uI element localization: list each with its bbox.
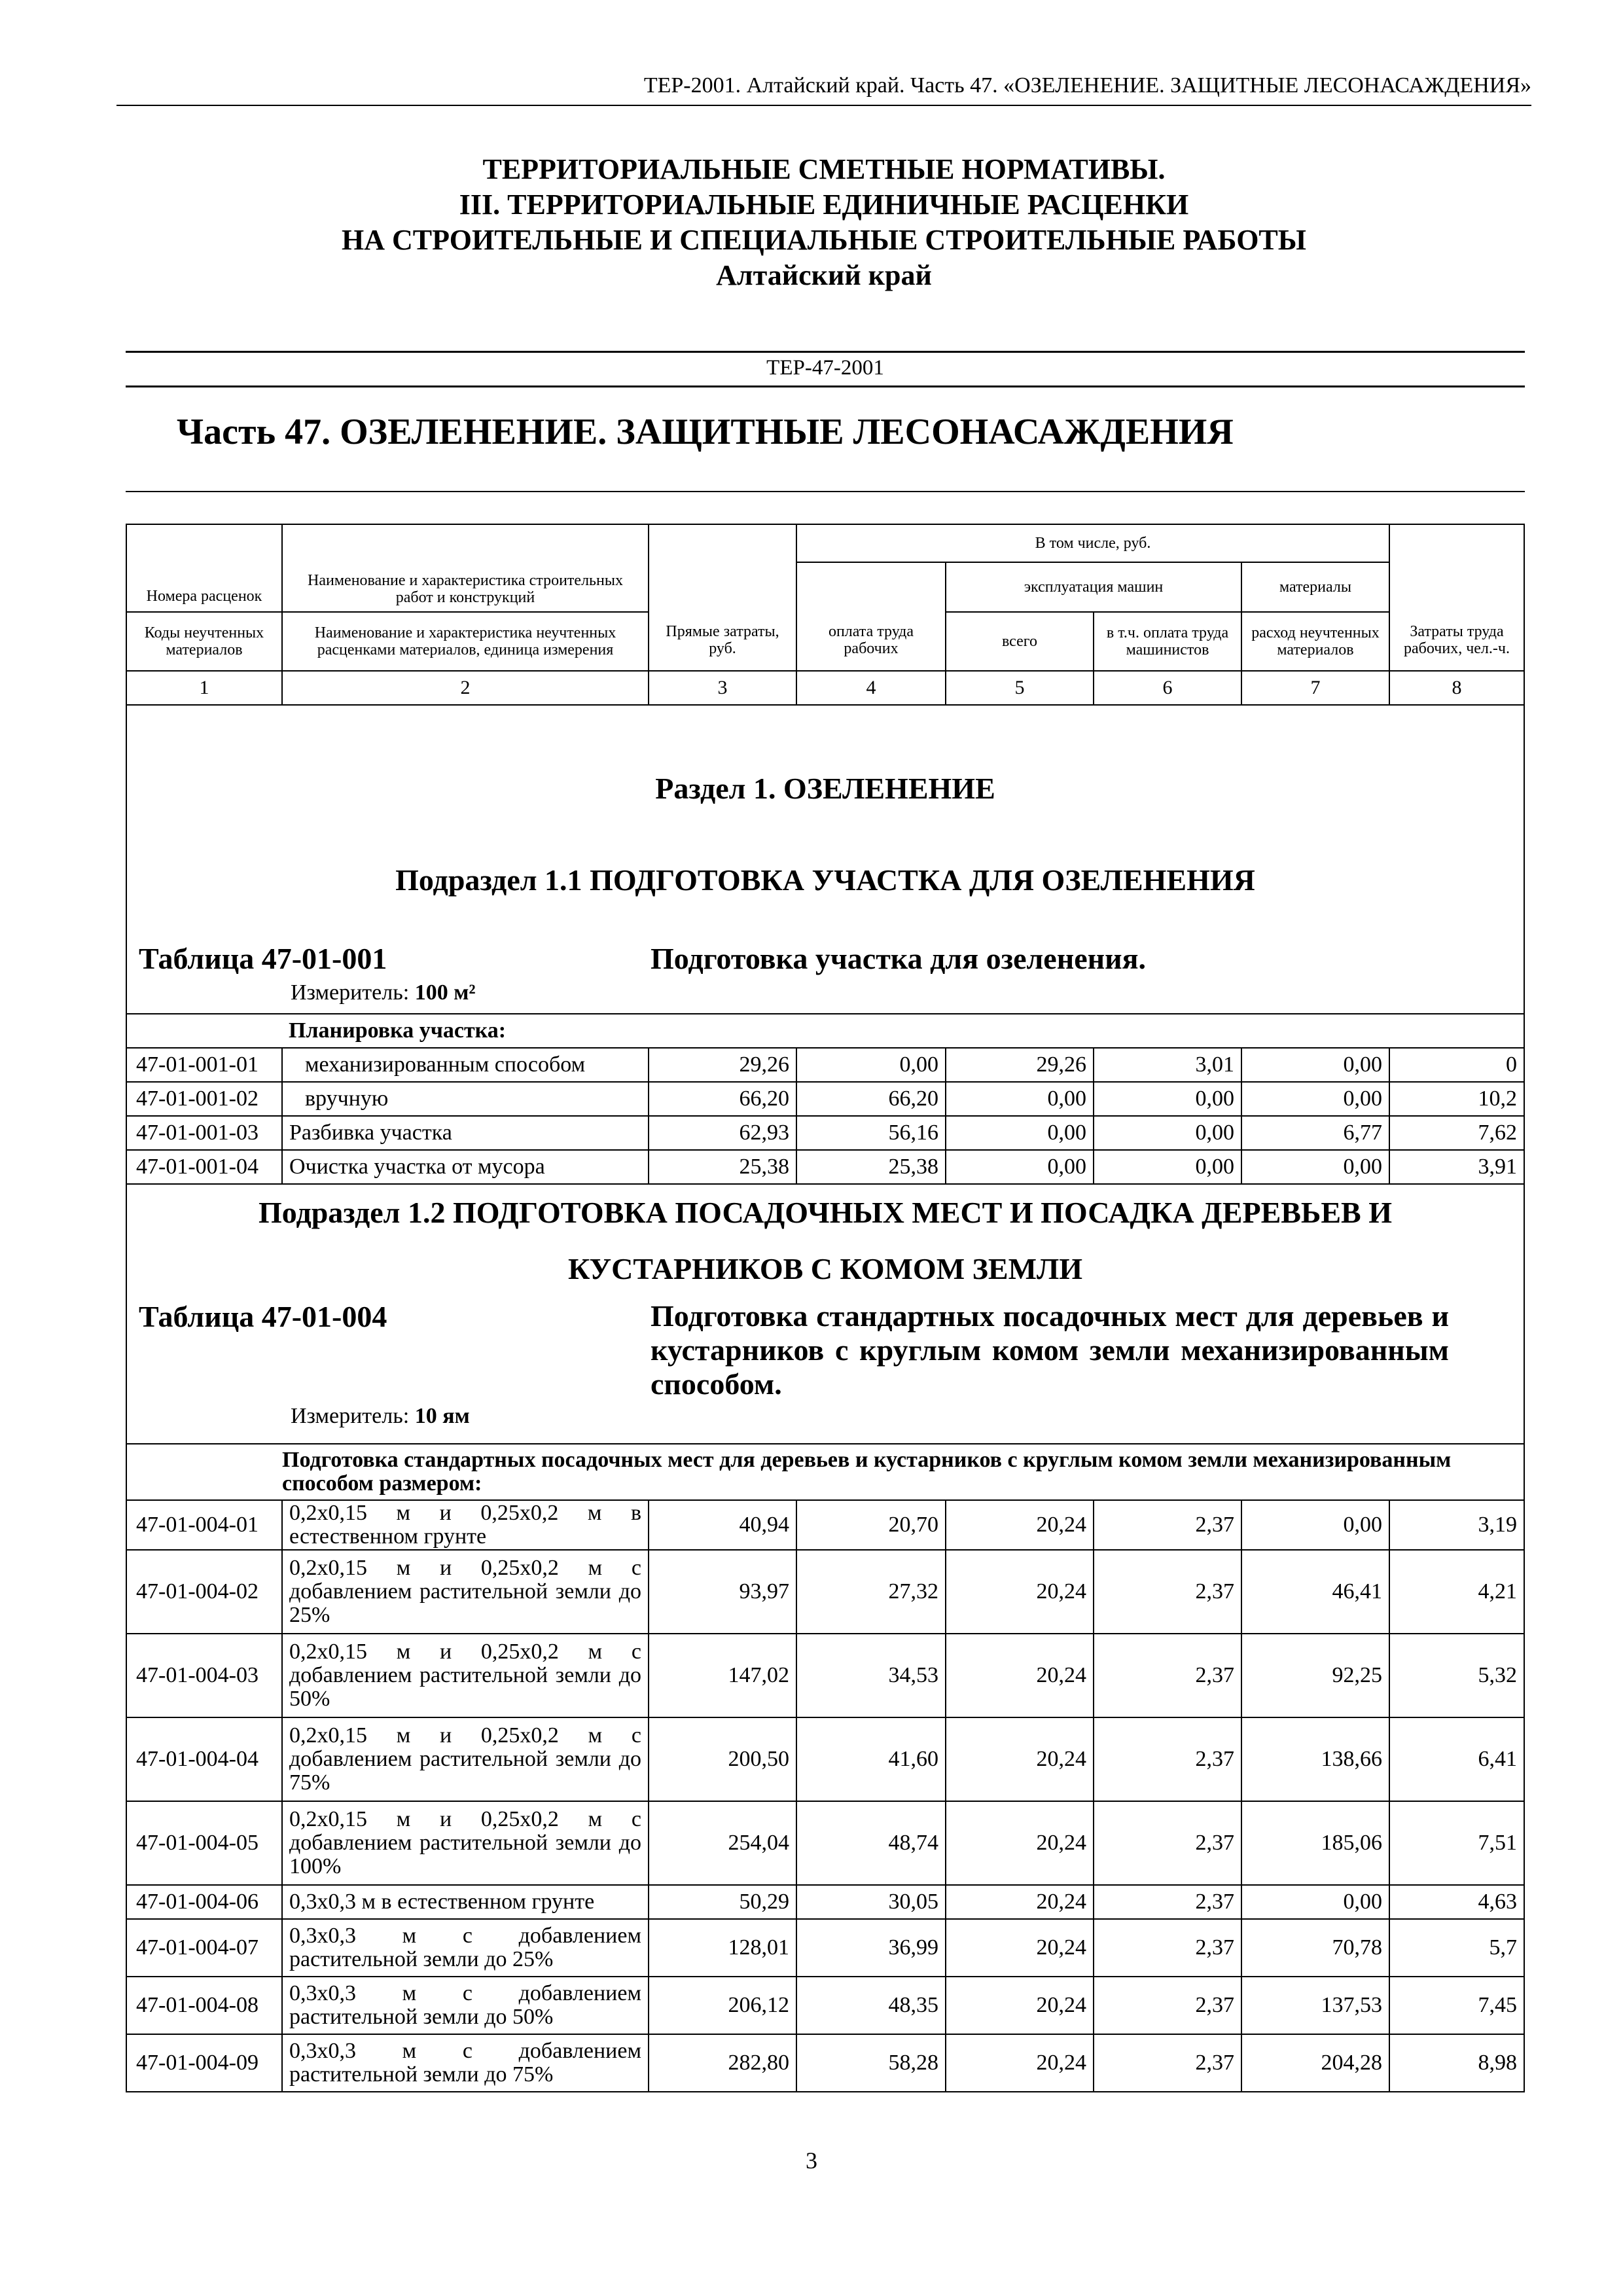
col-number: 4 xyxy=(796,671,946,705)
table-cell: 50,29 xyxy=(649,1885,796,1919)
table-cell: 10,2 xyxy=(1389,1082,1524,1116)
measure-label: Измеритель: xyxy=(291,980,410,1005)
table-cell: 40,94 xyxy=(649,1500,796,1550)
table-cell: 0,00 xyxy=(1241,1150,1389,1184)
table-row xyxy=(126,1717,1524,1801)
table-cell: 41,60 xyxy=(796,1717,946,1801)
measure xyxy=(291,1404,470,1429)
table-cell: 70,78 xyxy=(1241,1919,1389,1977)
table-cell: 147,02 xyxy=(649,1634,796,1717)
table-row xyxy=(126,1150,1524,1184)
table-cell: 0,00 xyxy=(1094,1116,1241,1150)
table-cell: 2,37 xyxy=(1094,1634,1241,1717)
header-col8: Затраты труда рабочих, чел.-ч. xyxy=(1389,524,1524,671)
table-cell: 200,50 xyxy=(649,1717,796,1801)
table-cell: 0,00 xyxy=(946,1150,1094,1184)
table-cell: 5,32 xyxy=(1389,1634,1524,1717)
header-col3: Прямые затраты, руб. xyxy=(649,524,796,671)
header-machinists-labor: в т.ч. оплата труда машинистов xyxy=(1094,612,1241,671)
header-col1-top: Номера расценок xyxy=(126,524,282,612)
code-rule-top xyxy=(126,351,1525,353)
table-cell: 3,19 xyxy=(1389,1500,1524,1550)
table-cell: 0,00 xyxy=(796,1048,946,1082)
header-machines-total: всего xyxy=(946,612,1094,671)
table-cell: 2,37 xyxy=(1094,1885,1241,1919)
subsection-title: Подраздел 1.1 ПОДГОТОВКА УЧАСТКА ДЛЯ ОЗЕЛЕНЕНИЯ xyxy=(395,863,1255,897)
measure-label: Измеритель: xyxy=(291,1404,410,1428)
table-cell: 30,05 xyxy=(796,1885,946,1919)
table-cell: 204,28 xyxy=(1241,2034,1389,2092)
table-cell: 36,99 xyxy=(796,1919,946,1977)
table-cell: 0,2х0,15 м и 0,25х0,2 м с добавлением растительной земли до 75% xyxy=(282,1717,649,1801)
header-col2-bottom: Наименование и характеристика неучтенных расценками материалов, единица измерения xyxy=(282,612,649,671)
table-cell: 27,32 xyxy=(796,1550,946,1634)
table-cell: 47-01-004-08 xyxy=(126,1977,282,2034)
table-row xyxy=(126,1550,1524,1634)
table-cell: 0,2х0,15 м и 0,25х0,2 м с добавлением растительной земли до 50% xyxy=(282,1634,649,1717)
table-cell: 7,51 xyxy=(1389,1801,1524,1885)
table-cell: 6,77 xyxy=(1241,1116,1389,1150)
table-cell: 47-01-001-02 xyxy=(126,1082,282,1116)
table-row xyxy=(126,1885,1524,1919)
group-intro: Подготовка стандартных посадочных мест для деревьев и кустарников с круглым комом земли механизированным способом размером: xyxy=(282,1444,1524,1500)
table-cell: 138,66 xyxy=(1241,1717,1389,1801)
table-cell: 3,91 xyxy=(1389,1150,1524,1184)
table-description: Подготовка стандартных посадочных мест для деревьев и кустарников с круглым комом земли механизированным способом. xyxy=(651,1299,1449,1401)
table-cell: 25,38 xyxy=(649,1150,796,1184)
table-cell: 46,41 xyxy=(1241,1550,1389,1634)
col-number: 1 xyxy=(126,671,282,705)
table-cell: 5,7 xyxy=(1389,1919,1524,1977)
col-number: 6 xyxy=(1094,671,1241,705)
header-including: В том числе, руб. xyxy=(796,524,1389,562)
table-cell: 20,24 xyxy=(946,1550,1094,1634)
table-cell: 48,74 xyxy=(796,1801,946,1885)
header-materials: материалы xyxy=(1241,562,1389,612)
running-header: ТЕР-2001. Алтайский край. Часть 47. «ОЗЕЛЕНЕНИЕ. ЗАЩИТНЫЕ ЛЕСОНАСАЖДЕНИЯ» xyxy=(643,73,1531,98)
header-machines: эксплуатация машин xyxy=(946,562,1241,612)
header-rule xyxy=(116,105,1531,106)
table-label: Таблица 47-01-004 xyxy=(139,1300,387,1333)
table-row xyxy=(126,1977,1524,2034)
table-cell: 8,98 xyxy=(1389,2034,1524,2092)
table-cell: 20,24 xyxy=(946,2034,1094,2092)
table-cell: 20,24 xyxy=(946,1977,1094,2034)
table-cell: 2,37 xyxy=(1094,1919,1241,1977)
table-cell: 0,2х0,15 м и 0,25х0,2 м в естественном грунте xyxy=(282,1500,649,1550)
document-title xyxy=(116,152,1531,293)
table-cell: 47-01-004-04 xyxy=(126,1717,282,1801)
table-cell: 2,37 xyxy=(1094,1500,1241,1550)
table-cell: 128,01 xyxy=(649,1919,796,1977)
table-cell: 48,35 xyxy=(796,1977,946,2034)
document-code: ТЕР-47-2001 xyxy=(766,356,884,380)
table-cell: 0,3х0,3 м с добавлением растительной земли до 25% xyxy=(282,1919,649,1977)
table-cell: 0,00 xyxy=(1241,1500,1389,1550)
title-line-1: ТЕРРИТОРИАЛЬНЫЕ СМЕТНЫЕ НОРМАТИВЫ. xyxy=(482,153,1166,185)
table-cell: 0,3х0,3 м с добавлением растительной земли до 50% xyxy=(282,1977,649,2034)
header-labor: оплата труда рабочих xyxy=(796,562,946,671)
table-cell: 20,24 xyxy=(946,1885,1094,1919)
table-row xyxy=(126,1919,1524,1977)
rates-table xyxy=(126,524,1525,2092)
table-cell: 62,93 xyxy=(649,1116,796,1150)
table-cell: 4,21 xyxy=(1389,1550,1524,1634)
header-col1-bottom: Коды неучтенных материалов xyxy=(126,612,282,671)
table-cell: 0,3х0,3 м в естественном грунте xyxy=(282,1885,649,1919)
part-rule xyxy=(126,491,1525,492)
table-cell: 185,06 xyxy=(1241,1801,1389,1885)
table-cell: 47-01-004-05 xyxy=(126,1801,282,1885)
group-label: Планировка участка: xyxy=(282,1014,1524,1048)
table-cell: 254,04 xyxy=(649,1801,796,1885)
table-cell: 0,00 xyxy=(1094,1082,1241,1116)
measure-value: 10 ям xyxy=(414,1404,470,1428)
table-cell: 7,62 xyxy=(1389,1116,1524,1150)
table-cell: 47-01-004-06 xyxy=(126,1885,282,1919)
table-cell: 206,12 xyxy=(649,1977,796,2034)
table-cell: 56,16 xyxy=(796,1116,946,1150)
col-number: 8 xyxy=(1389,671,1524,705)
col-number: 7 xyxy=(1241,671,1389,705)
table-cell: 66,20 xyxy=(796,1082,946,1116)
table-cell: 20,24 xyxy=(946,1634,1094,1717)
section-title: Раздел 1. ОЗЕЛЕНЕНИЕ xyxy=(655,772,995,805)
col-number: 5 xyxy=(946,671,1094,705)
table-cell: 34,53 xyxy=(796,1634,946,1717)
table-description: Подготовка участка для озеленения. xyxy=(651,942,1147,975)
table-cell: 20,70 xyxy=(796,1500,946,1550)
table-cell: 0,00 xyxy=(1241,1082,1389,1116)
section-1-heading xyxy=(127,706,1524,1013)
table-label: Таблица 47-01-001 xyxy=(139,942,387,975)
title-line-2: III. ТЕРРИТОРИАЛЬНЫЕ ЕДИНИЧНЫЕ РАСЦЕНКИ xyxy=(459,188,1189,221)
table-row xyxy=(126,1634,1524,1717)
table-cell: 2,37 xyxy=(1094,1977,1241,2034)
table-row xyxy=(126,2034,1524,2092)
table-cell: 0 xyxy=(1389,1048,1524,1082)
table-row xyxy=(126,1116,1524,1150)
table-cell: 282,80 xyxy=(649,2034,796,2092)
table-cell: 47-01-004-07 xyxy=(126,1919,282,1977)
table-cell: 29,26 xyxy=(946,1048,1094,1082)
section-2-heading xyxy=(127,1185,1524,1443)
col-number: 3 xyxy=(649,671,796,705)
table-cell: 92,25 xyxy=(1241,1634,1389,1717)
subsection-title: Подраздел 1.2 ПОДГОТОВКА ПОСАДОЧНЫХ МЕСТ И ПОСАДКА ДЕРЕВЬЕВ И КУСТАРНИКОВ С КОМОМ ЗЕМЛИ xyxy=(259,1196,1392,1285)
table-cell: 20,24 xyxy=(946,1500,1094,1550)
table-cell: 47-01-001-04 xyxy=(126,1150,282,1184)
table-row xyxy=(126,1500,1524,1550)
table-cell: Разбивка участка xyxy=(282,1116,649,1150)
table-row xyxy=(126,1801,1524,1885)
table-cell: 0,2х0,15 м и 0,25х0,2 м с добавлением растительной земли до 25% xyxy=(282,1550,649,1634)
page-number: 3 xyxy=(806,2147,817,2174)
table-cell: механизированным способом xyxy=(282,1048,649,1082)
table-row xyxy=(126,1048,1524,1082)
table-cell: 29,26 xyxy=(649,1048,796,1082)
table-cell: 66,20 xyxy=(649,1082,796,1116)
table-cell: 0,00 xyxy=(1094,1150,1241,1184)
part-title: Часть 47. ОЗЕЛЕНЕНИЕ. ЗАЩИТНЫЕ ЛЕСОНАСАЖДЕНИЯ xyxy=(177,412,1234,452)
table-cell: 0,00 xyxy=(1241,1048,1389,1082)
header-col2-top: Наименование и характеристика строительных работ и конструкций xyxy=(282,524,649,612)
table-cell: 20,24 xyxy=(946,1801,1094,1885)
table-cell: 93,97 xyxy=(649,1550,796,1634)
table-cell: 137,53 xyxy=(1241,1977,1389,2034)
table-cell: 0,2х0,15 м и 0,25х0,2 м с добавлением растительной земли до 100% xyxy=(282,1801,649,1885)
table-cell: 25,38 xyxy=(796,1150,946,1184)
table-cell: 2,37 xyxy=(1094,1717,1241,1801)
table-cell: 3,01 xyxy=(1094,1048,1241,1082)
table-cell: 2,37 xyxy=(1094,1550,1241,1634)
table-cell: вручную xyxy=(282,1082,649,1116)
table-cell: 47-01-004-03 xyxy=(126,1634,282,1717)
measure xyxy=(291,980,476,1005)
table-cell: 58,28 xyxy=(796,2034,946,2092)
measure-value: 100 м² xyxy=(414,980,476,1005)
code-rule-bottom xyxy=(126,386,1525,387)
table-cell: 2,37 xyxy=(1094,1801,1241,1885)
table-cell: 7,45 xyxy=(1389,1977,1524,2034)
table-cell: 0,00 xyxy=(946,1082,1094,1116)
table-cell: Очистка участка от мусора xyxy=(282,1150,649,1184)
table-cell: 0,00 xyxy=(1241,1885,1389,1919)
table-cell: 20,24 xyxy=(946,1717,1094,1801)
table-cell: 4,63 xyxy=(1389,1885,1524,1919)
table-cell: 2,37 xyxy=(1094,2034,1241,2092)
header-materials-unaccounted: расход неучтенных материалов xyxy=(1241,612,1389,671)
title-line-3: НА СТРОИТЕЛЬНЫЕ И СПЕЦИАЛЬНЫЕ СТРОИТЕЛЬНЫЕ РАБОТЫ xyxy=(342,224,1306,256)
table-cell: 0,3х0,3 м с добавлением растительной земли до 75% xyxy=(282,2034,649,2092)
col-number: 2 xyxy=(282,671,649,705)
table-cell: 47-01-001-03 xyxy=(126,1116,282,1150)
title-line-4: Алтайский край xyxy=(716,259,932,291)
table-cell: 0,00 xyxy=(946,1116,1094,1150)
table-cell: 47-01-004-02 xyxy=(126,1550,282,1634)
table-cell: 47-01-004-01 xyxy=(126,1500,282,1550)
table-cell: 47-01-001-01 xyxy=(126,1048,282,1082)
table-cell: 47-01-004-09 xyxy=(126,2034,282,2092)
table-row xyxy=(126,1082,1524,1116)
table-cell: 20,24 xyxy=(946,1919,1094,1977)
table-cell: 6,41 xyxy=(1389,1717,1524,1801)
